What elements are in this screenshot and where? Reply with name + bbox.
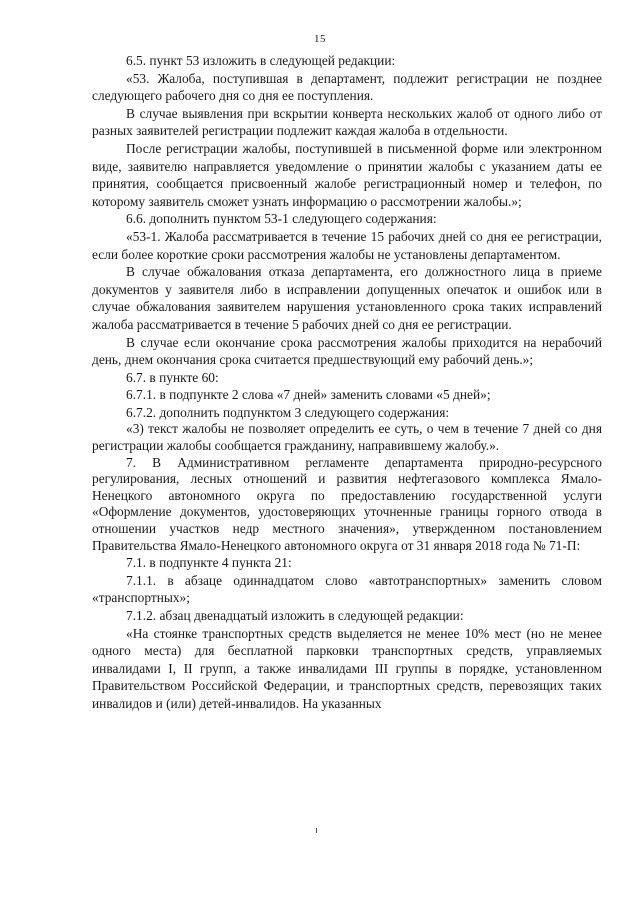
paragraph-7-1: 7.1. в подпункте 4 пункта 21: — [126, 555, 292, 571]
paragraph-6-6: 6.6. дополнить пунктом 53-1 следующего содержания: — [126, 211, 437, 227]
paragraph-quote-53-1: «53-1. Жалоба рассматривается в течение 15 рабочих дней со дня ее регистрации, если более короткие сроки рассмотрения жалобы не установлены департаментом. — [92, 228, 602, 262]
paragraph-6-5: 6.5. пункт 53 изложить в следующей редакции: — [126, 53, 396, 68]
paragraph-notification: После регистрации жалобы, поступившей в письменной форме или электронном виде, заявителю направляется уведомление о принятии жалобы с указанием даты ее принятия, сообщается присвоенный жалобе регистрационный номер и телефон, по которому заявитель сможет узнать информацию о рассмотрении жалобы.»; — [92, 140, 602, 209]
paragraph-envelope: В случае выявления при вскрытии конверта нескольких жалоб от одного либо от разных заявителей регистрации подлежит каждая жалоба в отдельности. — [92, 105, 602, 139]
scan-mark — [316, 828, 317, 833]
paragraph-subpoint-3: «3) текст жалобы не позволяет определить ее суть, о чем в течение 7 дней со дня регистрации жалобы сообщается гражданину, направившему жалобу.». — [92, 421, 602, 454]
page-number: 15 — [314, 33, 326, 45]
document-body — [92, 52, 602, 713]
paragraph-nonworking-day: В случае если окончание срока рассмотрения жалобы приходится на нерабочий день, днем окончания срока считается предшествующий ему рабочий день.»; — [92, 334, 602, 368]
paragraph-6-7-2: 6.7.2. дополнить подпунктом 3 следующего содержания: — [126, 404, 450, 420]
paragraph-parking: «На стоянке транспортных средств выделяется не менее 10% мест (но не менее одного места) для бесплатной парковки транспортных средств, управляемых инвалидами I, II групп, а также инвалидами III группы в порядке, установленном Правительством Российской Федерации, и транспортных средств, перевозящих таких инвалидов и (или) детей-инвалидов. На указанных — [92, 625, 602, 711]
paragraph-appeal-refusal: В случае обжалования отказа департамента, его должностного лица в приеме документов у заявителя либо в исправлении допущенных опечаток и ошибок или в случае обжалования заявителем нарушения установленного срока таких исправлений жалоба рассматривается в течение 5 рабочих дней со дня ее регистрации. — [92, 264, 602, 332]
paragraph-7-1-1: 7.1.1. в абзаце одиннадцатом слово «автотранспортных» заменить словом «транспортных»; — [92, 572, 602, 606]
paragraph-6-7: 6.7. в пункте 60: — [126, 369, 219, 385]
paragraph-quote-53: «53. Жалоба, поступившая в департамент, подлежит регистрации не позднее следующего рабочего дня со дня ее поступления. — [92, 70, 602, 104]
paragraph-7-1-2: 7.1.2. абзац двенадцатый изложить в следующей редакции: — [126, 608, 464, 623]
paragraph-7: 7. В Административном регламенте департамента природно-ресурсного регулирования, лесных отношений и развития нефтегазового комплекса Ямало-Ненецкого автономного округа по предоставлению государственной услуги «Оформление документов, удостоверяющих уточненные границы горного отвода в отношении участков недр местного значения», утвержденном постановлением Правительства Ямало-Ненецкого автономного округа от 31 января 2018 года № 71-П: — [92, 454, 602, 553]
paragraph-6-7-1: 6.7.1. в подпункте 2 слова «7 дней» заменить словами «5 дней»; — [126, 387, 491, 403]
